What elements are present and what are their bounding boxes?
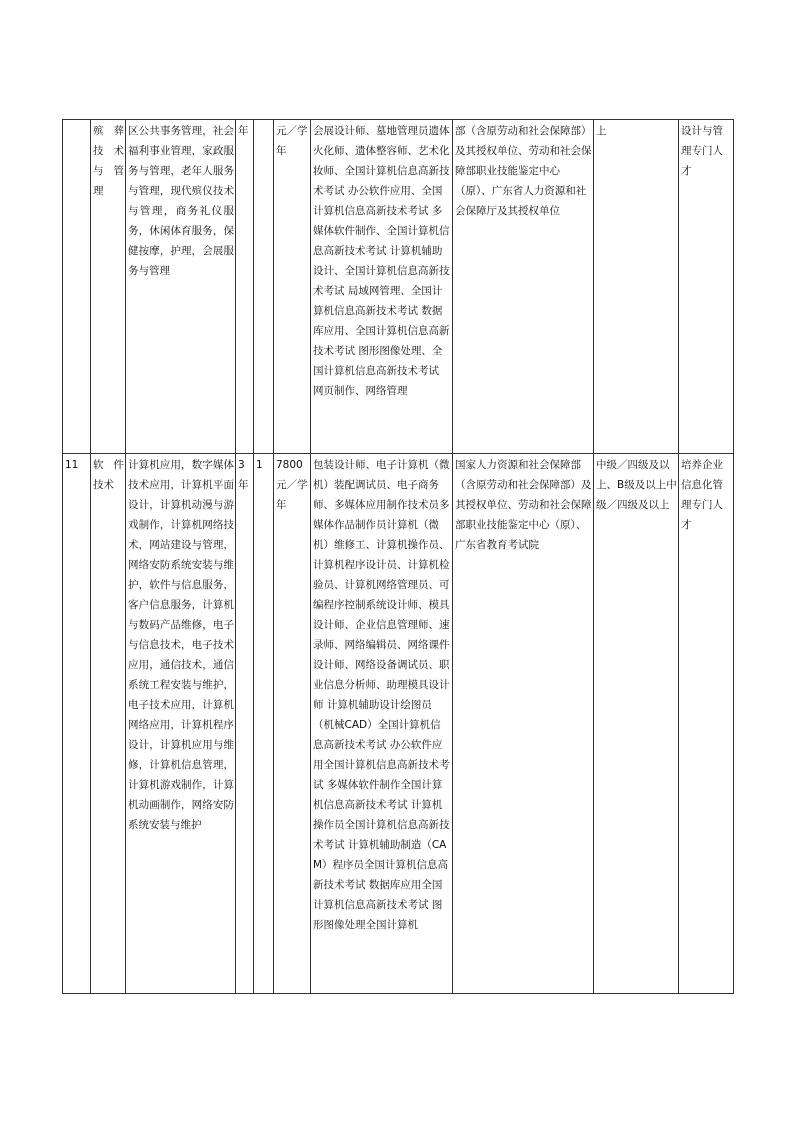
issuing-authority: 国家人力资源和社会保障部（含原劳动和社会保障部）及其授权单位、劳动和社会保障部职业技能鉴定中心（原）、广东省教育考试院 <box>453 454 594 994</box>
tuition-fee: 7800元／学年 <box>274 454 311 994</box>
training-goal: 设计与管理专门人才 <box>679 120 734 454</box>
study-years: 3年 <box>236 454 254 994</box>
cert-level: 中级／四级及以上、B级及以上中级／四级及以上 <box>594 454 679 994</box>
major-name: 殡葬技术与管理 <box>91 120 126 454</box>
program-table <box>62 119 734 994</box>
related-majors: 区公共事务管理，社会福利事业管理，家政服务与管理，老年人服务与管理，现代殡仪技术与管理，商务礼仪服务，休闲体育服务，保健按摩，护理，会展服务与管理 <box>126 120 236 454</box>
study-years: 年 <box>236 120 254 454</box>
training-goal: 培养企业信息化管理专门人才 <box>679 454 734 994</box>
issuing-authority: 部（含原劳动和社会保障部）及其授权单位、劳动和社会保障部职业技能鉴定中心（原）、广东省人力资源和社会保障厅及其授权单位 <box>453 120 594 454</box>
enroll-count <box>254 120 274 454</box>
certificates: 包装设计师、电子计算机（微机）装配调试员、电子商务师、多媒体应用制作技术员多媒体作品制作员计算机（微机）维修工、计算机操作员、计算机程序设计员、计算机检验员、计算机网络管理员、可编程序控制系统设计师、模具设计师、企业信息管理师、速录师、网络编辑员、网络课件设计师、网络设备调试员、职业信息分析师、助理模具设计师 计算机辅助设计绘图员（机械CAD）全国计算机信息高新技术考试 办公软件应用全国计算机信息高新技术考试 多媒体软件制作全国计算机信息高新技术考试 计算机操作员全国计算机信息高新技术考试 计算机辅助制造（CAM）程序员全国计算机信息高新技术考试 数据库应用全国计算机信息高新技术考试 图形图像处理全国计算机 <box>311 454 453 994</box>
cert-level: 上 <box>594 120 679 454</box>
row-number: 11 <box>63 454 91 994</box>
row-number <box>63 120 91 454</box>
major-name: 软件技术 <box>91 454 126 994</box>
table-row <box>63 454 734 994</box>
tuition-fee: 元／学年 <box>274 120 311 454</box>
related-majors: 计算机应用，数字媒体技术应用，计算机平面设计，计算机动漫与游戏制作，计算机网络技术，网站建设与管理，网络安防系统安装与维护，软件与信息服务，客户信息服务，计算机与数码产品维修，电子与信息技术，电子技术应用，通信技术，通信系统工程安装与维护，电子技术应用，计算机网络应用，计算机程序设计，计算机应用与维修，计算机信息管理，计算机游戏制作，计算机动画制作，网络安防系统安装与维护 <box>126 454 236 994</box>
certificates: 会展设计师、墓地管理员遗体火化师、遗体整容师、艺术化妆师、全国计算机信息高新技术考试 办公软件应用、全国计算机信息高新技术考试 多媒体软件制作、全国计算机信息高新技术考试 计算机辅助设计、全国计算机信息高新技术考试 局域网管理、全国计算机信息高新技术考试 数据库应用、全国计算机信息高新技术考试 图形图像处理、全国计算机信息高新技术考试 网页制作、网络管理 <box>311 120 453 454</box>
table-row <box>63 120 734 454</box>
enroll-count: 1 <box>254 454 274 994</box>
